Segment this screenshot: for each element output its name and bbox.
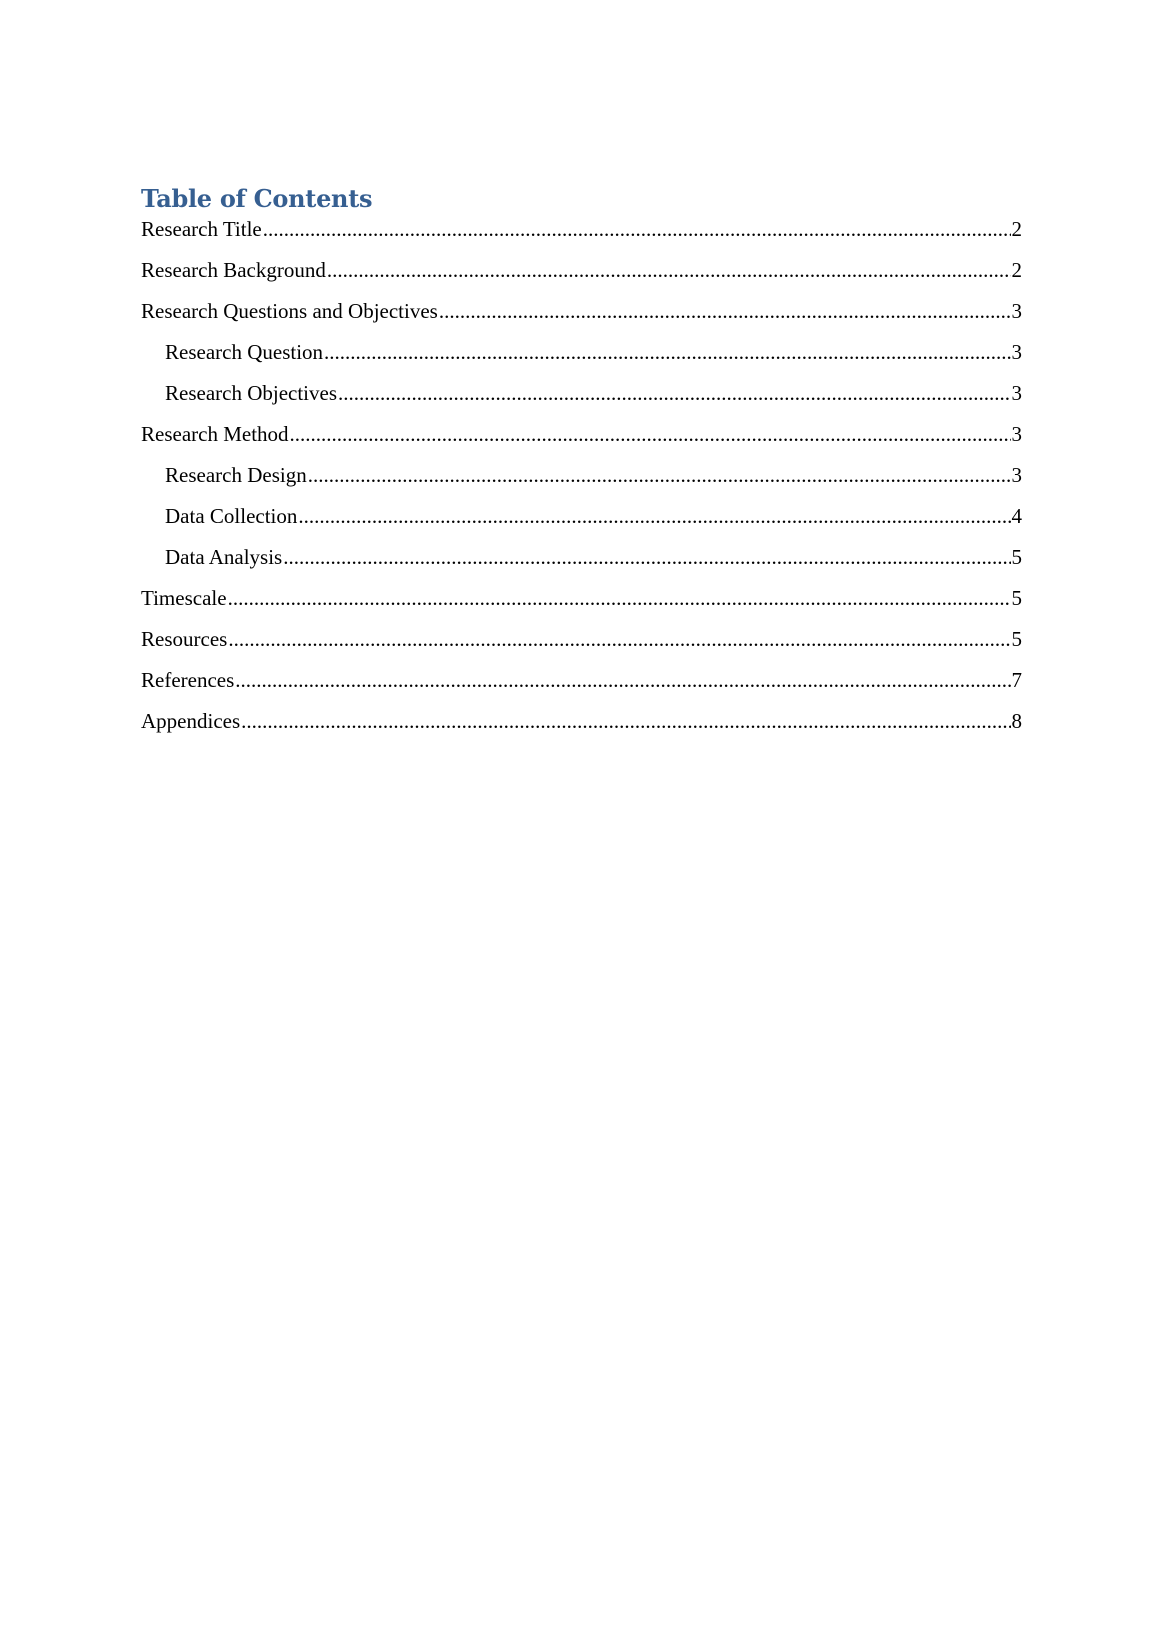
toc-page-number: 7 xyxy=(1011,668,1022,692)
toc-entry-appendices[interactable] xyxy=(141,709,1022,750)
toc-entry-label: Research Method xyxy=(141,422,289,446)
toc-dot-leader xyxy=(241,709,1010,733)
toc-entry-research-title[interactable] xyxy=(141,217,1022,258)
toc-page-number: 3 xyxy=(1011,381,1022,405)
toc-dot-leader xyxy=(263,217,1011,241)
toc-entry-data-collection[interactable] xyxy=(141,504,1022,545)
toc-entry-label: Research Title xyxy=(141,217,262,241)
toc-entry-research-method[interactable] xyxy=(141,422,1022,463)
toc-page-number: 4 xyxy=(1011,504,1022,528)
toc-page-number: 2 xyxy=(1011,217,1022,241)
toc-page-number: 3 xyxy=(1011,463,1022,487)
toc-entry-label: Data Analysis xyxy=(165,545,283,569)
toc-entry-timescale[interactable] xyxy=(141,586,1022,627)
toc-dot-leader xyxy=(290,422,1011,446)
toc-entry-research-objectives[interactable] xyxy=(141,381,1022,422)
toc-entry-label: Research Design xyxy=(165,463,307,487)
toc-entry-label: Research Background xyxy=(141,258,326,282)
toc-entry-research-question[interactable] xyxy=(141,340,1022,381)
toc-dot-leader xyxy=(308,463,1011,487)
toc-dot-leader xyxy=(228,627,1010,651)
toc-page-number: 2 xyxy=(1011,258,1022,282)
toc-entry-resources[interactable] xyxy=(141,627,1022,668)
toc-dot-leader xyxy=(324,340,1010,364)
toc-entry-research-questions-and-objectives[interactable] xyxy=(141,299,1022,340)
toc-list xyxy=(141,217,1022,750)
toc-dot-leader xyxy=(439,299,1011,323)
toc-entry-label: Data Collection xyxy=(165,504,298,528)
toc-page-number: 3 xyxy=(1011,422,1022,446)
toc-page-number: 5 xyxy=(1011,586,1022,610)
toc-dot-leader xyxy=(235,668,1010,692)
toc-entry-label: Resources xyxy=(141,627,228,651)
toc-entry-research-design[interactable] xyxy=(141,463,1022,504)
toc-page-number: 8 xyxy=(1011,709,1022,733)
toc-dot-leader xyxy=(327,258,1011,282)
toc-page-number: 5 xyxy=(1011,545,1022,569)
toc-page-number: 5 xyxy=(1011,627,1022,651)
toc-entry-label: Research Questions and Objectives xyxy=(141,299,438,323)
toc-entry-label: Research Question xyxy=(165,340,324,364)
toc-page-number: 3 xyxy=(1011,299,1022,323)
toc-entry-label: Appendices xyxy=(141,709,241,733)
toc-entry-references[interactable] xyxy=(141,668,1022,709)
toc-entry-data-analysis[interactable] xyxy=(141,545,1022,586)
toc-dot-leader xyxy=(228,586,1011,610)
toc-dot-leader xyxy=(338,381,1010,405)
table-of-contents xyxy=(141,184,1022,750)
toc-entry-label: Research Objectives xyxy=(165,381,338,405)
toc-dot-leader xyxy=(298,504,1010,528)
toc-dot-leader xyxy=(283,545,1010,569)
toc-entry-label: Timescale xyxy=(141,586,227,610)
toc-page-number: 3 xyxy=(1011,340,1022,364)
toc-entry-label: References xyxy=(141,668,235,692)
toc-entry-research-background[interactable] xyxy=(141,258,1022,299)
toc-title: Table of Contents xyxy=(141,184,373,213)
